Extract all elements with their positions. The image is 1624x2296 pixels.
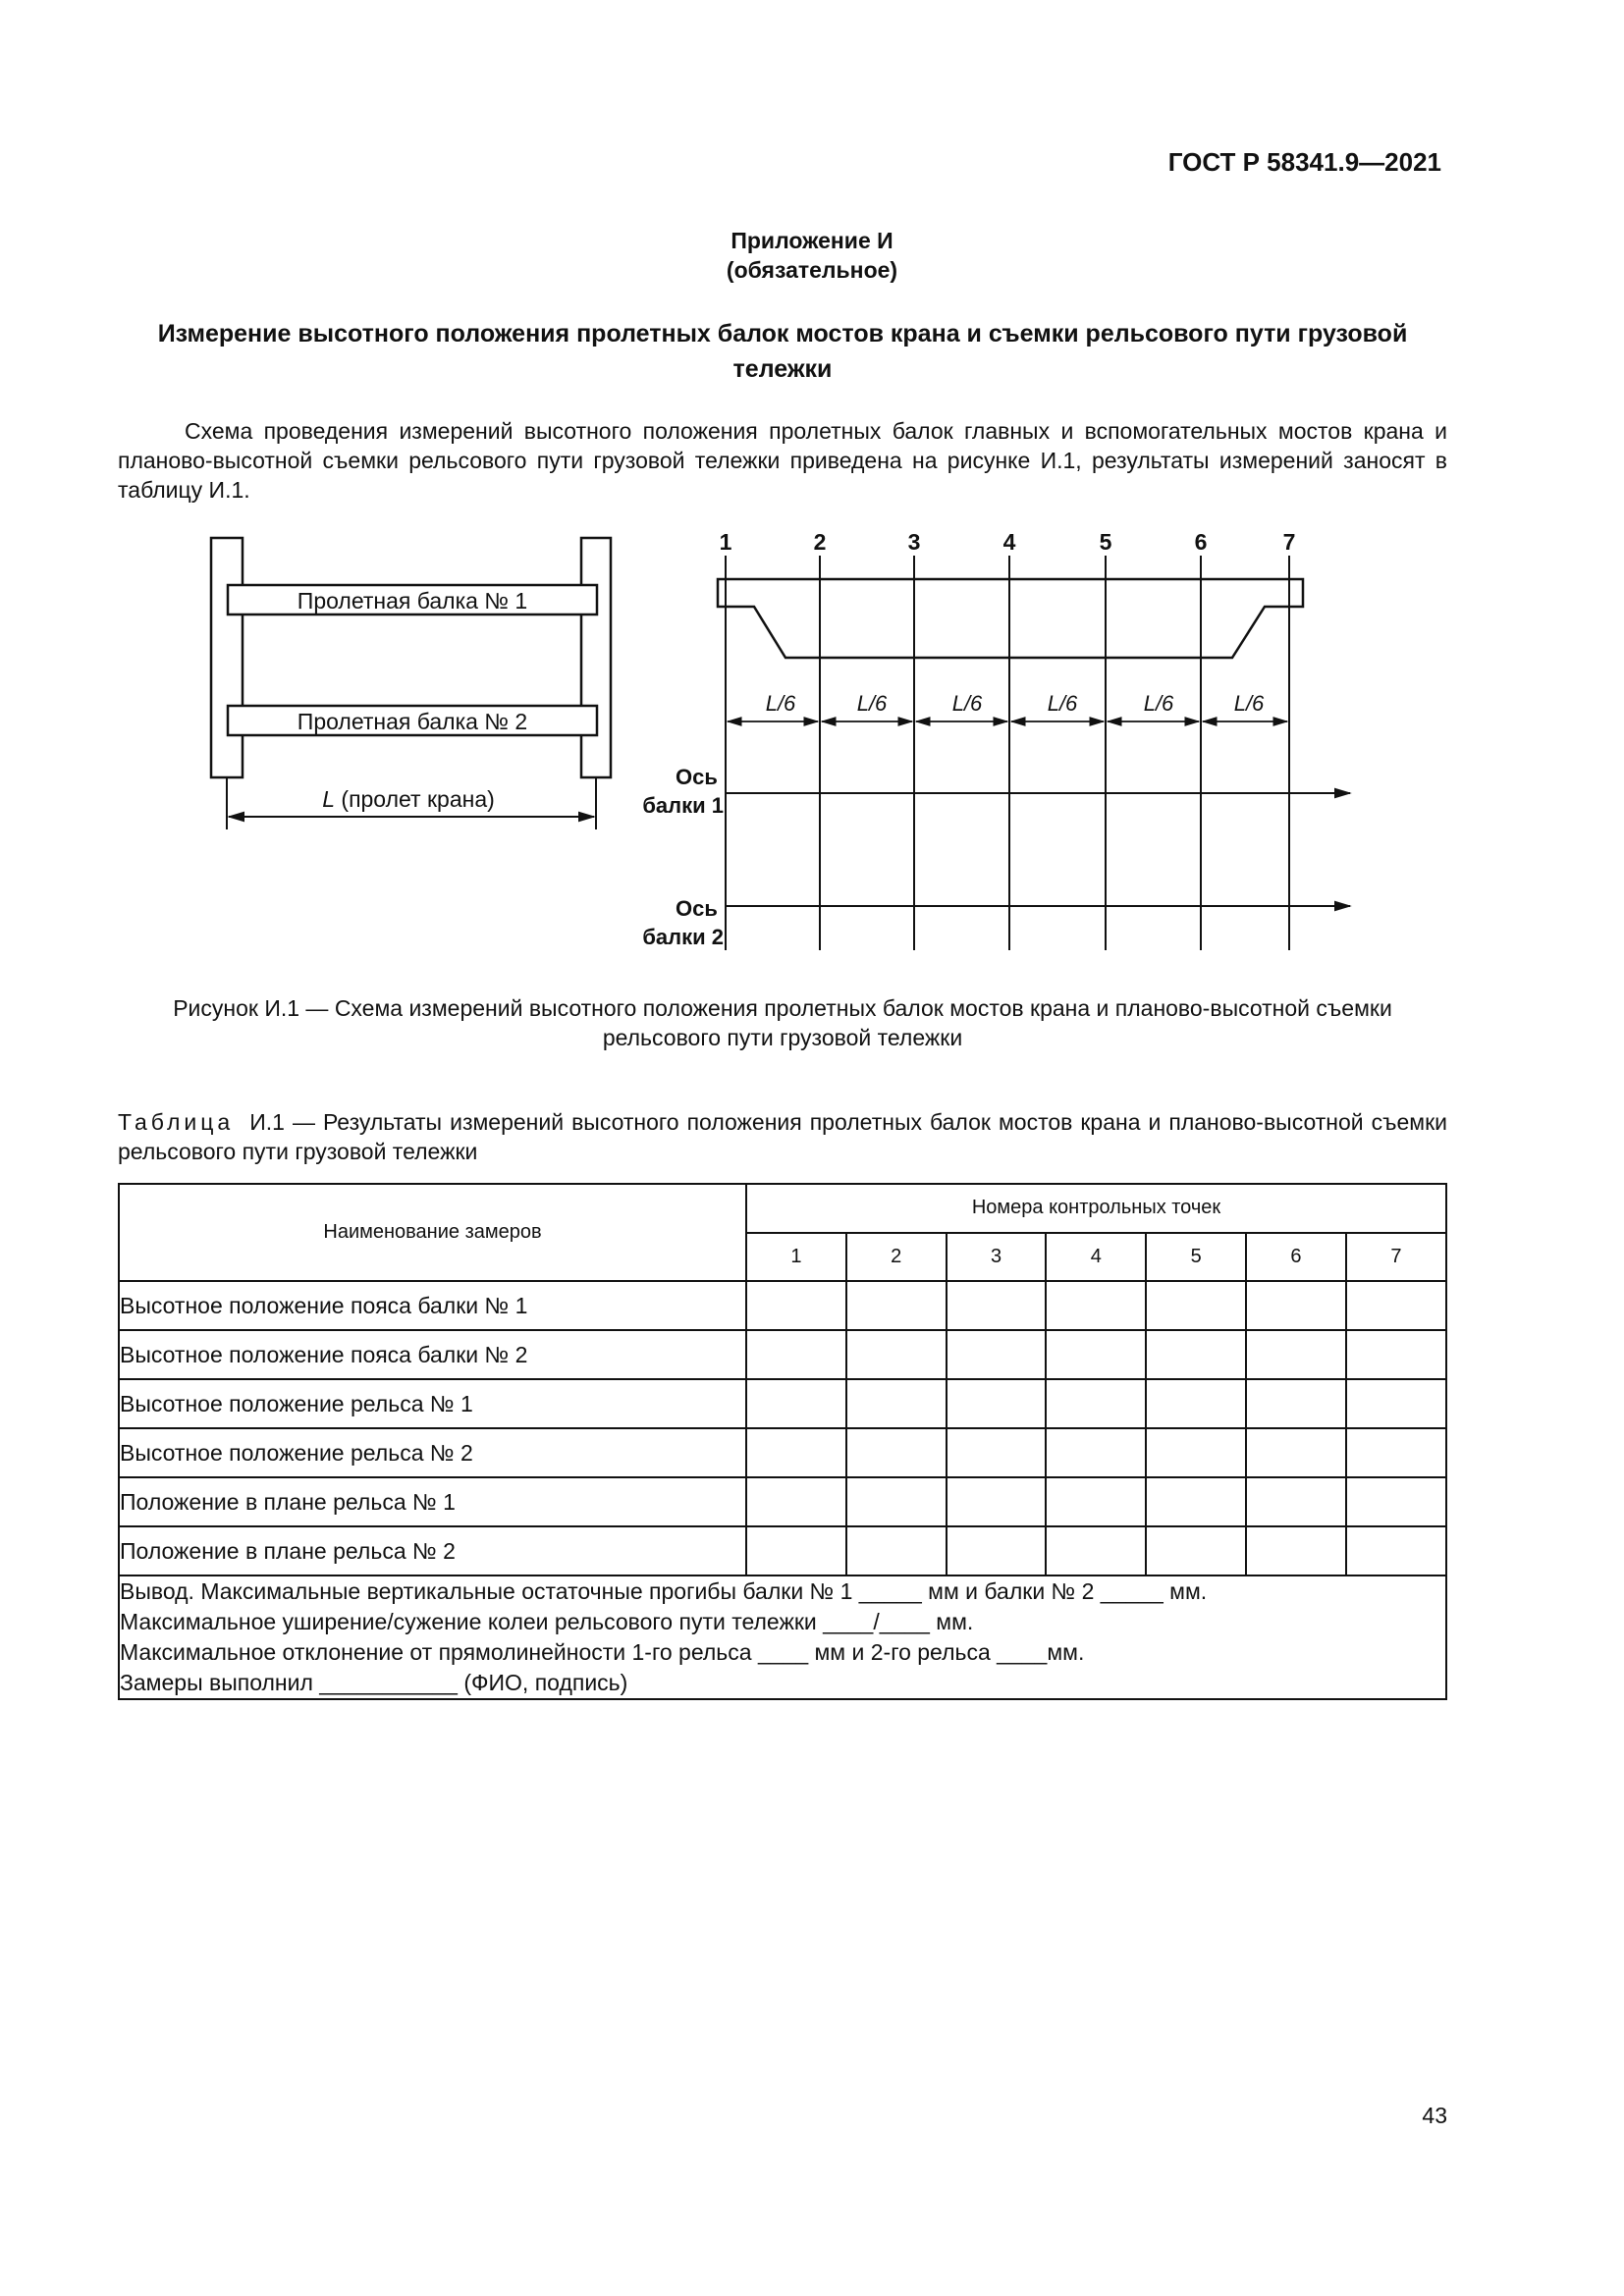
conclusion-cell: [119, 1575, 1446, 1699]
data-cell: [1246, 1526, 1346, 1575]
table-caption-text: И.1 — Результаты измерений высотного положения пролетных балок мостов крана и планово-высотной съемки рельсового пути грузовой тележки: [118, 1109, 1448, 1164]
data-cell: [1346, 1379, 1446, 1428]
data-cell: [846, 1330, 947, 1379]
data-cell: [746, 1379, 846, 1428]
span-beam-1-label: Пролетная балка № 1: [297, 588, 528, 614]
point-label-6: 6: [1194, 529, 1208, 555]
segment-label: L/6: [1047, 691, 1078, 716]
point-label-5: 5: [1099, 529, 1112, 555]
intro-paragraph: Схема проведения измерений высотного положения пролетных балок главных и вспомогательных мостов крана и планово-высотной съемки рельсового пути грузовой тележки приведена на рисунке И.1, результаты измерений заносят в таблицу И.1.: [118, 418, 1447, 503]
survey-scheme-diagram: [642, 529, 1350, 950]
conclusion-line: Вывод. Максимальные вертикальные остаточные прогибы балки № 1 _____ мм и балки № 2 _____ мм.: [120, 1578, 1208, 1604]
span-label: L (пролет крана): [322, 786, 495, 812]
data-cell: [1046, 1281, 1146, 1330]
data-cell: [746, 1477, 846, 1526]
data-cell: [846, 1379, 947, 1428]
point-number-labels: [720, 529, 1296, 555]
point-header: 2: [846, 1233, 947, 1282]
data-cell: [1046, 1526, 1146, 1575]
data-cell: [1346, 1526, 1446, 1575]
data-cell: [846, 1428, 947, 1477]
conclusion-row: [119, 1575, 1446, 1699]
point-label-4: 4: [1002, 529, 1016, 555]
col-header-control-points: Номера контрольных точек: [746, 1184, 1446, 1233]
table-row: [119, 1428, 1446, 1477]
data-cell: [947, 1379, 1047, 1428]
data-cell: [1346, 1477, 1446, 1526]
table-row: [119, 1477, 1446, 1526]
beam-1-axis-label: Ось балки 1: [642, 765, 724, 818]
figure-i1: [0, 520, 1624, 982]
data-cell: [746, 1526, 846, 1575]
conclusion-line: Замеры выполнил ___________ (ФИО, подпись): [120, 1670, 628, 1695]
segment-labels: [766, 691, 1265, 716]
point-header: 4: [1046, 1233, 1146, 1282]
data-cell: [947, 1526, 1047, 1575]
data-cell: [846, 1477, 947, 1526]
point-header: 6: [1246, 1233, 1346, 1282]
data-cell: [1146, 1477, 1246, 1526]
table-caption-label: Таблица: [118, 1109, 235, 1135]
data-cell: [1046, 1330, 1146, 1379]
data-cell: [746, 1428, 846, 1477]
table-row: [119, 1330, 1446, 1379]
figure-caption: Рисунок И.1 — Схема измерений высотного положения пролетных балок мостов крана и планово-высотной съемки рельсового пути грузовой тележки: [173, 995, 1392, 1050]
data-cell: [746, 1281, 846, 1330]
section-title: Измерение высотного положения пролетных балок мостов крана и съемки рельсового пути грузовой тележки: [157, 320, 1408, 383]
segment-label: L/6: [1233, 691, 1265, 716]
annex-title: Приложение И: [731, 228, 893, 253]
annex-status: (обязательное): [726, 257, 898, 283]
point-label-2: 2: [813, 529, 827, 555]
data-cell: [1046, 1428, 1146, 1477]
row-label: Высотное положение пояса балки № 2: [119, 1330, 746, 1379]
results-table: [118, 1183, 1447, 1700]
document-code: ГОСТ Р 58341.9—2021: [1167, 147, 1441, 177]
data-cell: [1246, 1281, 1346, 1330]
table-row: [119, 1379, 1446, 1428]
data-cell: [1246, 1330, 1346, 1379]
conclusion-line: Максимальное отклонение от прямолинейности 1-го рельса ____ мм и 2-го рельса ____мм.: [120, 1639, 1085, 1665]
data-cell: [947, 1428, 1047, 1477]
data-cell: [1146, 1281, 1246, 1330]
data-cell: [1146, 1330, 1246, 1379]
point-header: 3: [947, 1233, 1047, 1282]
row-label: Положение в плане рельса № 1: [119, 1477, 746, 1526]
row-label: Высотное положение рельса № 2: [119, 1428, 746, 1477]
segment-label: L/6: [856, 691, 888, 716]
table-header-row: [119, 1184, 1446, 1233]
data-cell: [1346, 1281, 1446, 1330]
page-number: 43: [1422, 2103, 1447, 2128]
segment-label: L/6: [765, 691, 796, 716]
point-label-1: 1: [719, 529, 732, 555]
beam-2-axis-label: Ось балки 2: [642, 896, 724, 949]
annex-heading: [0, 226, 1624, 285]
data-cell: [1146, 1526, 1246, 1575]
data-cell: [846, 1526, 947, 1575]
row-label: Положение в плане рельса № 2: [119, 1526, 746, 1575]
table-row: [119, 1281, 1446, 1330]
point-header: 7: [1346, 1233, 1446, 1282]
data-cell: [1346, 1330, 1446, 1379]
point-header: 5: [1146, 1233, 1246, 1282]
data-cell: [1146, 1379, 1246, 1428]
conclusion-line: Максимальное уширение/сужение колеи рельсового пути тележки ____/____ мм.: [120, 1609, 974, 1634]
data-cell: [846, 1281, 947, 1330]
end-beam-right: [581, 538, 611, 777]
data-cell: [1346, 1428, 1446, 1477]
segment-label: L/6: [1143, 691, 1174, 716]
point-label-3: 3: [907, 529, 921, 555]
data-cell: [1246, 1379, 1346, 1428]
point-label-7: 7: [1282, 529, 1296, 555]
end-beam-left: [211, 538, 243, 777]
segment-label: L/6: [951, 691, 983, 716]
table-caption: [118, 1107, 1447, 1166]
point-vertical-lines: [726, 556, 1289, 950]
point-header: 1: [746, 1233, 846, 1282]
data-cell: [947, 1281, 1047, 1330]
col-header-measurement-name: Наименование замеров: [119, 1184, 746, 1281]
span-beam-2-label: Пролетная балка № 2: [297, 709, 528, 734]
row-label: Высотное положение пояса балки № 1: [119, 1281, 746, 1330]
data-cell: [1046, 1477, 1146, 1526]
data-cell: [1046, 1379, 1146, 1428]
crane-plan-diagram: [211, 538, 611, 829]
data-cell: [947, 1477, 1047, 1526]
data-cell: [947, 1330, 1047, 1379]
data-cell: [1146, 1428, 1246, 1477]
data-cell: [1246, 1428, 1346, 1477]
data-cell: [746, 1330, 846, 1379]
table-row: [119, 1526, 1446, 1575]
row-label: Высотное положение рельса № 1: [119, 1379, 746, 1428]
data-cell: [1246, 1477, 1346, 1526]
